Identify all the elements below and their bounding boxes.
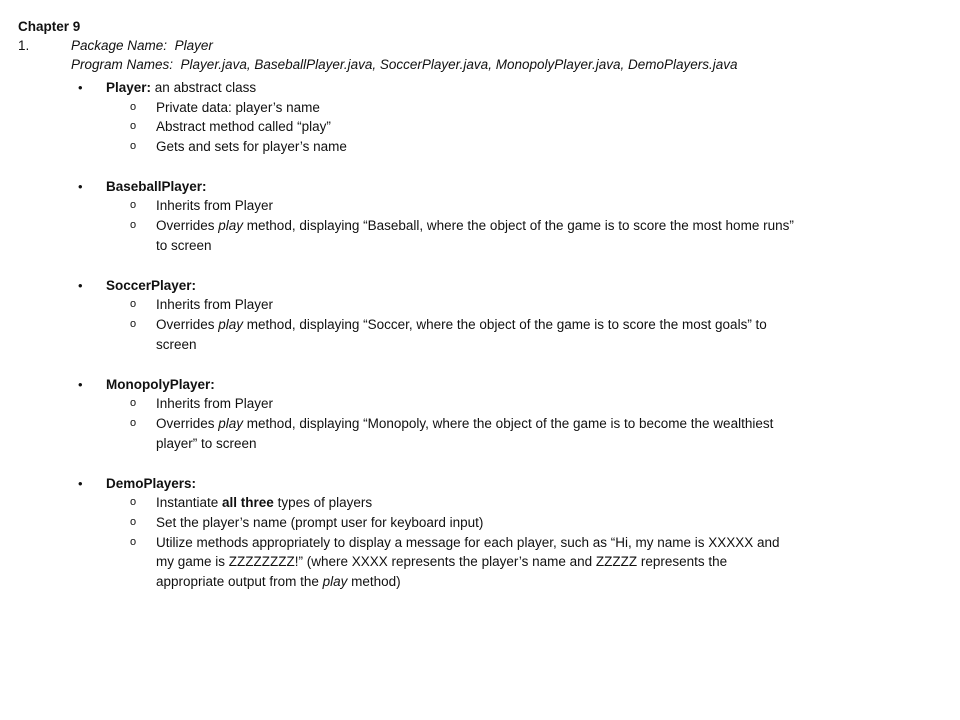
- requirement-item: [130, 513, 798, 533]
- requirement-item: [130, 394, 798, 414]
- requirement-item: [130, 196, 798, 216]
- package-value: Player: [174, 38, 213, 53]
- class-name: MonopolyPlayer:: [106, 376, 215, 392]
- problem-header: [18, 36, 938, 74]
- text-run: Inherits from Player: [156, 297, 274, 313]
- text-run: types of players: [273, 495, 373, 511]
- text-run: method, displaying “Soccer, where the object of the game is to score the most goals” to screen: [156, 317, 767, 352]
- emphasized-term: play: [322, 574, 348, 590]
- requirement-item: [130, 493, 798, 513]
- emphasized-term: play: [218, 317, 244, 333]
- program-names-label: Program Names:: [71, 57, 174, 72]
- section-heading: [78, 177, 798, 197]
- text-run: Set the player’s name (prompt user for keyboard input): [156, 514, 484, 530]
- emphasized-term: all three: [222, 495, 274, 511]
- text-run: method, displaying “Monopoly, where the object of the game is to become the wealthiest player” to screen: [156, 415, 774, 451]
- circle-bullet-icon: o: [130, 515, 137, 528]
- chapter-heading: Chapter 9: [18, 19, 81, 34]
- section-baseballplayer: [78, 177, 798, 256]
- class-name: DemoPlayers:: [106, 475, 197, 491]
- class-sections: [78, 78, 798, 612]
- text-run: Private data: player’s name: [156, 99, 320, 115]
- requirement-text: [156, 394, 273, 414]
- requirement-item: [130, 533, 798, 592]
- circle-bullet-icon: o: [130, 120, 137, 133]
- requirement-text: [156, 295, 273, 315]
- emphasized-term: play: [218, 415, 244, 431]
- requirement-list: [78, 295, 798, 354]
- requirement-item: [130, 216, 798, 256]
- circle-bullet-icon: o: [130, 298, 137, 311]
- section-soccerplayer: [78, 276, 798, 355]
- requirement-item: [130, 137, 798, 157]
- requirement-item: [130, 117, 798, 137]
- emphasized-term: play: [218, 218, 244, 234]
- class-name: Player:: [106, 80, 152, 95]
- section-monopolyplayer: [78, 375, 798, 454]
- text-run: method, displaying “Baseball, where the object of the game is to score the most home runs” to screen: [156, 218, 794, 253]
- circle-bullet-icon: o: [130, 535, 137, 548]
- section-player: [78, 78, 798, 157]
- section-heading: [78, 276, 798, 296]
- circle-bullet-icon: o: [130, 100, 137, 113]
- circle-bullet-icon: o: [130, 219, 137, 232]
- requirement-text: [156, 117, 331, 137]
- circle-bullet-icon: o: [130, 416, 137, 429]
- text-run: method): [347, 574, 401, 590]
- requirement-item: [130, 315, 798, 355]
- requirement-item: [130, 414, 798, 454]
- requirement-text: [156, 216, 798, 256]
- text-run: Abstract method called “play”: [156, 119, 331, 135]
- text-run: Inherits from Player: [156, 198, 274, 214]
- section-heading: [78, 474, 798, 494]
- class-name: BaseballPlayer:: [106, 178, 207, 194]
- requirement-text: [156, 137, 347, 157]
- section-heading: [78, 78, 798, 98]
- requirement-item: [130, 295, 798, 315]
- bullet-icon: •: [78, 376, 83, 392]
- section-demoplayers: [78, 474, 798, 592]
- text-run: Inherits from Player: [156, 396, 274, 412]
- text-run: Overrides: [156, 415, 219, 431]
- section-heading: [78, 375, 798, 395]
- text-run: Instantiate: [156, 495, 223, 511]
- text-run: Overrides: [156, 218, 219, 234]
- bullet-icon: •: [78, 178, 83, 194]
- bullet-icon: •: [78, 80, 83, 95]
- class-description: an abstract class: [154, 80, 257, 95]
- document-page: [18, 18, 938, 74]
- problem-number: 1.: [18, 38, 30, 53]
- requirement-list: [78, 493, 798, 592]
- requirement-text: [156, 196, 273, 216]
- bullet-icon: •: [78, 475, 83, 491]
- text-run: Utilize methods appropriately to display a message for each player, such as “Hi, my name is XXXXX and my game is ZZZZZZZZ!” (where XXXX represents the player’s name and ZZZZZ represents the appropriate output from the: [156, 534, 780, 590]
- requirement-text: [156, 315, 798, 355]
- bullet-icon: •: [78, 277, 83, 293]
- package-label: Package Name:: [71, 38, 168, 53]
- requirement-list: [78, 98, 798, 157]
- circle-bullet-icon: o: [130, 397, 137, 410]
- circle-bullet-icon: o: [130, 318, 137, 331]
- requirement-text: [156, 414, 798, 454]
- requirement-text: [156, 513, 483, 533]
- requirement-list: [78, 394, 798, 453]
- requirement-text: [156, 98, 320, 118]
- text-run: Gets and sets for player’s name: [156, 139, 347, 155]
- package-line: [71, 36, 738, 55]
- requirement-text: [156, 533, 798, 592]
- circle-bullet-icon: o: [130, 199, 137, 212]
- problem-details: [71, 36, 738, 74]
- program-names-value: Player.java, BaseballPlayer.java, SoccerPlayer.java, MonopolyPlayer.java, DemoPlayers.java: [180, 57, 738, 72]
- requirement-text: [156, 493, 372, 513]
- text-run: Overrides: [156, 317, 219, 333]
- class-name: SoccerPlayer:: [106, 277, 197, 293]
- circle-bullet-icon: o: [130, 496, 137, 509]
- circle-bullet-icon: o: [130, 140, 137, 153]
- program-names-line: [71, 55, 738, 74]
- requirement-item: [130, 98, 798, 118]
- requirement-list: [78, 196, 798, 255]
